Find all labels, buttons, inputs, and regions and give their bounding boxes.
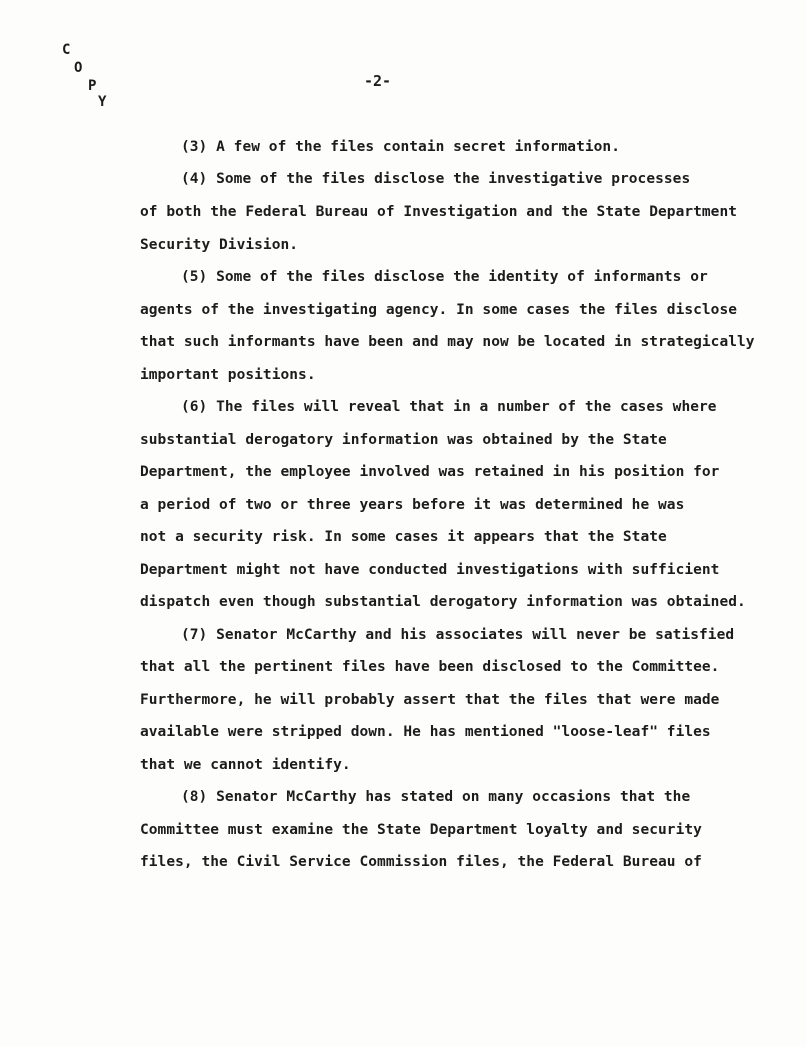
paragraph-8-line: (8) Senator McCarthy has stated on many occasions that the bbox=[181, 789, 691, 805]
paragraph-5-line: (5) Some of the files disclose the identity of informants or bbox=[181, 269, 708, 285]
paragraph-3-line: (3) A few of the files contain secret information. bbox=[181, 139, 620, 155]
paragraph-6-line: substantial derogatory information was obtained by the State bbox=[140, 432, 667, 448]
paragraph-6-line: a period of two or three years before it was determined he was bbox=[140, 497, 685, 513]
paragraph-6-line: Department might not have conducted investigations with sufficient bbox=[140, 562, 720, 578]
paragraph-8-line: files, the Civil Service Commission files, the Federal Bureau of bbox=[140, 854, 702, 870]
paragraph-5-line: important positions. bbox=[140, 367, 316, 383]
paragraph-4-line: of both the Federal Bureau of Investigation and the State Department bbox=[140, 204, 738, 220]
copy-stamp-letter: O bbox=[74, 60, 83, 76]
paragraph-7-line: Furthermore, he will probably assert that the files that were made bbox=[140, 692, 720, 708]
paragraph-5-line: agents of the investigating agency. In some cases the files disclose bbox=[140, 302, 738, 318]
copy-stamp-letter: P bbox=[88, 78, 97, 94]
paragraph-7-line: (7) Senator McCarthy and his associates will never be satisfied bbox=[181, 627, 735, 643]
paragraph-4-line: Security Division. bbox=[140, 237, 299, 253]
paragraph-6-line: (6) The files will reveal that in a number of the cases where bbox=[181, 399, 717, 415]
paragraph-7-line: that all the pertinent files have been disclosed to the Committee. bbox=[140, 659, 720, 675]
paragraph-6-line: dispatch even though substantial derogatory information was obtained. bbox=[140, 594, 746, 610]
page-number: -2- bbox=[364, 72, 392, 90]
paragraph-8-line: Committee must examine the State Department loyalty and security bbox=[140, 822, 702, 838]
paragraph-5-line: that such informants have been and may now be located in strategically bbox=[140, 334, 755, 350]
paragraph-7-line: that we cannot identify. bbox=[140, 757, 351, 773]
paragraph-7-line: available were stripped down. He has mentioned "loose-leaf" files bbox=[140, 724, 711, 740]
paragraph-6-line: not a security risk. In some cases it appears that the State bbox=[140, 529, 667, 545]
paragraph-4-line: (4) Some of the files disclose the investigative processes bbox=[181, 171, 691, 187]
copy-stamp-letter: Y bbox=[98, 94, 107, 110]
paragraph-6-line: Department, the employee involved was retained in his position for bbox=[140, 464, 720, 480]
copy-stamp-letter: C bbox=[62, 42, 71, 58]
